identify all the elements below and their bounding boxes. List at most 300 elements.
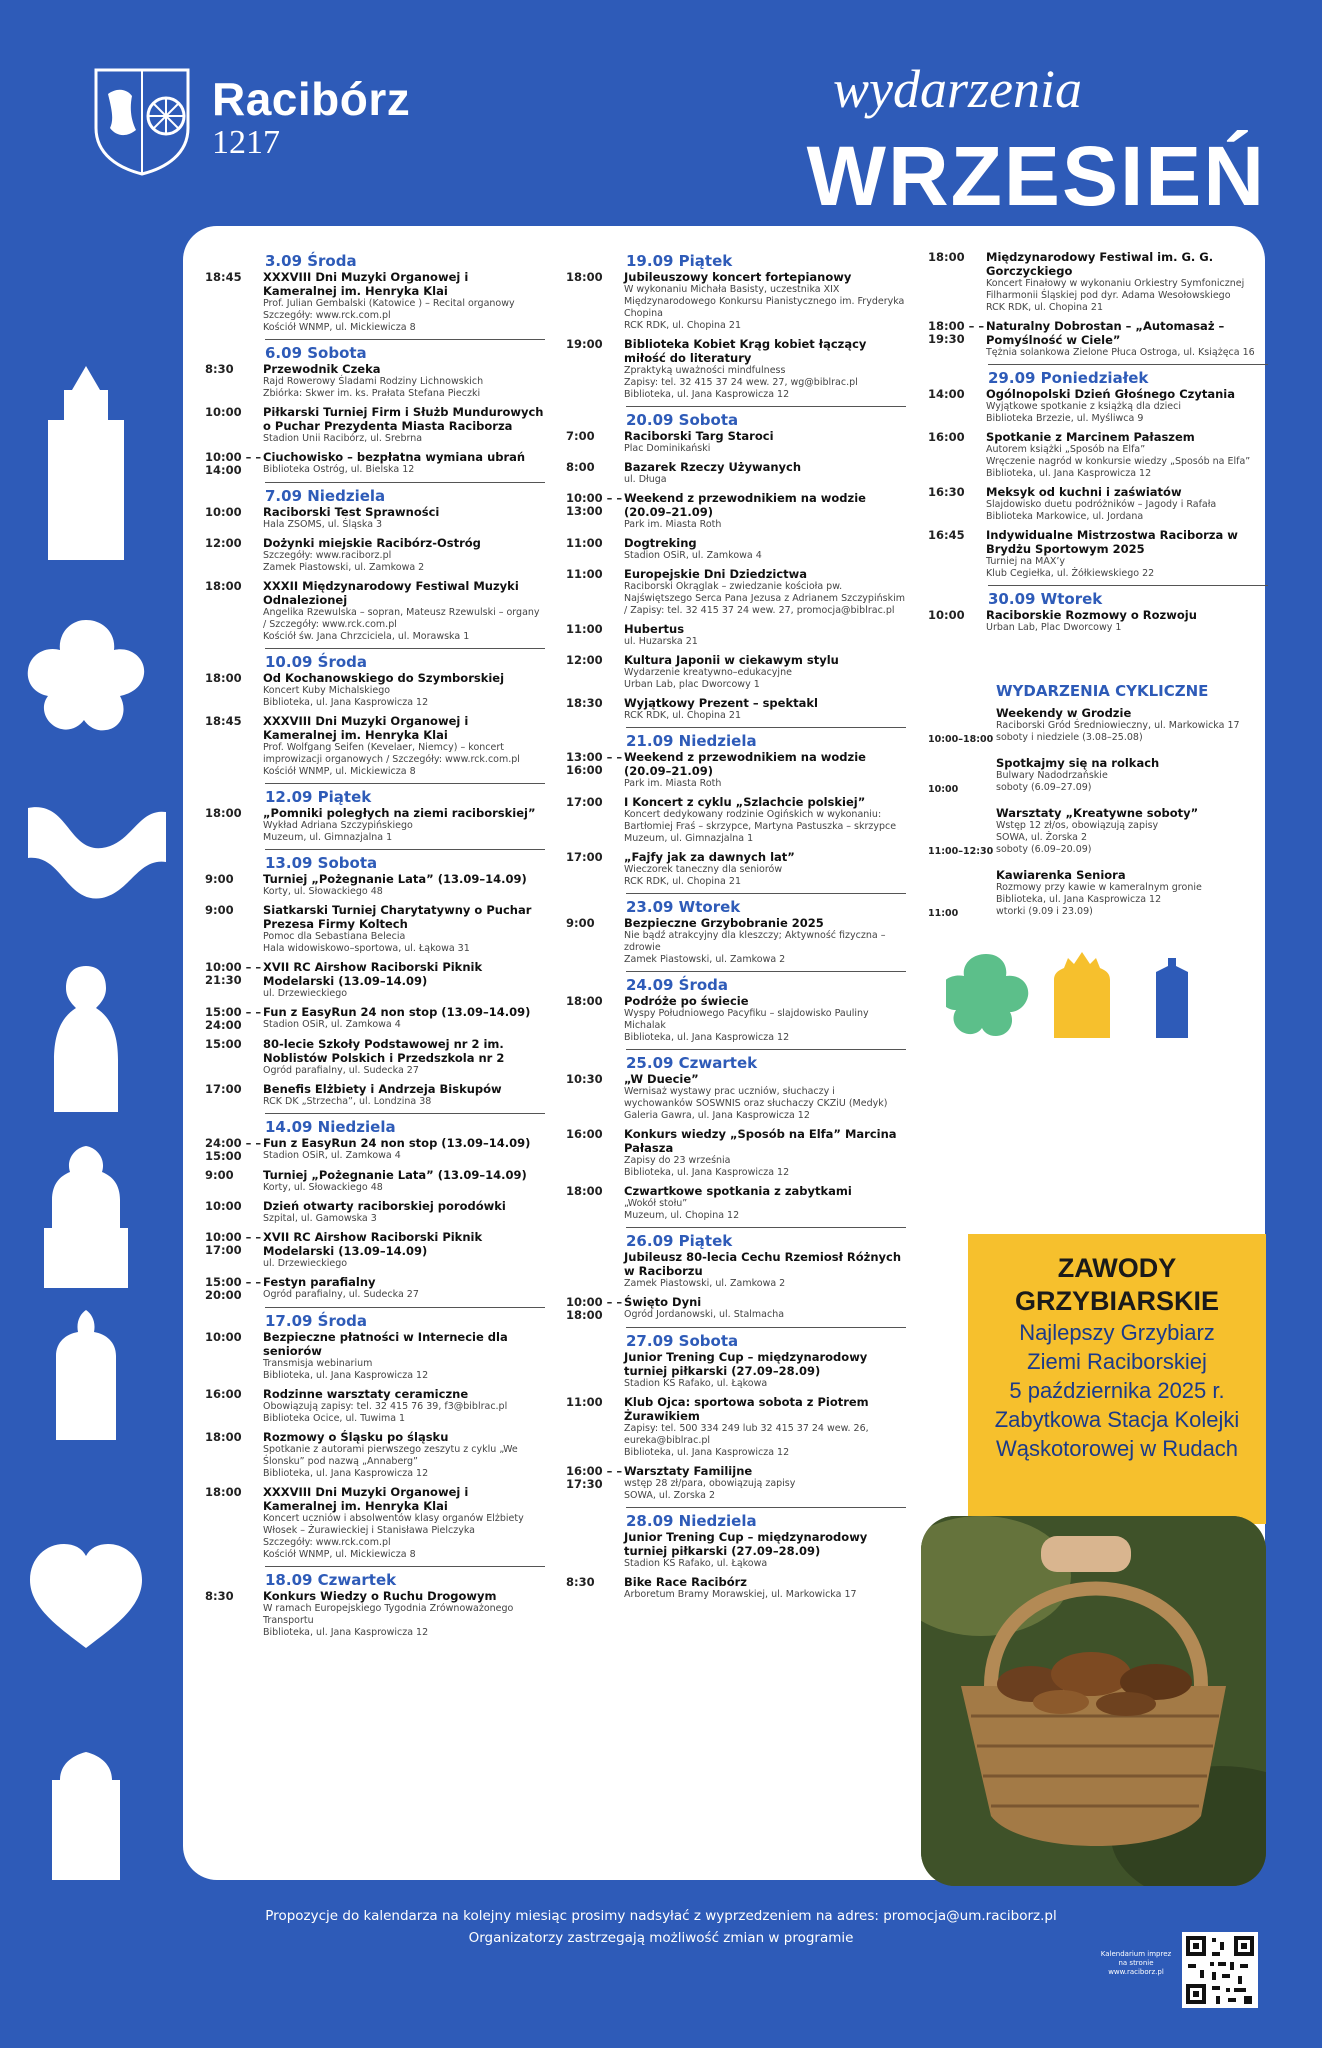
day-separator xyxy=(265,849,545,850)
event-name: Kultura Japonii w ciekawym stylu xyxy=(624,653,839,667)
event-time: 9:00 xyxy=(205,903,234,917)
event-time: 11:00 xyxy=(566,1395,603,1409)
event-row xyxy=(566,622,906,648)
event-body xyxy=(263,362,545,400)
event-name: Raciborskie Rozmowy o Rozwoju xyxy=(986,608,1197,622)
event-row xyxy=(205,1168,545,1194)
event-time: 18:45 xyxy=(205,270,242,284)
event-name: Jubileuszowy koncert fortepianowy xyxy=(624,270,852,284)
event-time: 16:00 xyxy=(566,1127,603,1141)
event-name: Klub Ojca: sportowa sobota z Piotrem Żurawikiem xyxy=(624,1395,869,1423)
event-row xyxy=(205,1330,545,1382)
event-row xyxy=(566,1575,906,1601)
event-time: 16:00 xyxy=(928,430,965,444)
event-name: Międzynarodowy Festiwal im. G. G. Gorczyckiego xyxy=(986,250,1214,278)
event-name: Dożynki miejskie Racibórz-Ostróg xyxy=(263,536,481,550)
event-name: Jubileusz 80-lecia Cechu Rzemiosł Różnych w Raciborzu xyxy=(624,1250,902,1278)
day-heading: 12.09 Piątek xyxy=(265,788,372,806)
event-row xyxy=(566,536,906,562)
event-row xyxy=(205,1199,545,1225)
event-body xyxy=(986,485,1268,523)
cyclic-event-place: Bulwary Nadodrzańskie xyxy=(996,770,1108,781)
event-time: 12:00 xyxy=(205,536,242,550)
day-heading: 18.09 Czwartek xyxy=(265,1571,397,1589)
event-body xyxy=(263,671,545,709)
event-body xyxy=(624,1575,906,1601)
event-body xyxy=(624,429,906,455)
day-separator xyxy=(626,406,906,407)
day-separator xyxy=(626,971,906,972)
event-name: Konkurs wiedzy „Sposób na Elfa” Marcina Pałasza xyxy=(624,1127,897,1155)
event-time: 15:00 xyxy=(205,1037,242,1051)
event-time: 13:00 – – 16:00 xyxy=(566,750,623,777)
event-name: Weekend z przewodnikiem na wodzie (20.09–21.09) xyxy=(624,491,866,519)
event-name: Junior Trening Cup – międzynarodowy turniej piłkarski (27.09–28.09) xyxy=(624,1530,868,1558)
event-details: Pomoc dla Sebastiana Belecia Hala widowiskowo–sportowa, ul. Łąkowa 31 xyxy=(263,931,470,954)
event-details: Wernisaż wystawy prac uczniów, słuchaczy i wychowanków SOSWNIS oraz słuchaczy CKZiU (Medyk) Galeria Gawra, ul. Jana Kasprowicza 12 xyxy=(624,1086,888,1121)
day-separator xyxy=(265,339,545,340)
event-row xyxy=(566,850,906,888)
event-details: Arboretum Bramy Morawskiej, ul. Markowicka 17 xyxy=(624,1589,857,1600)
event-time: 16:30 xyxy=(928,485,965,499)
event-row xyxy=(205,1275,545,1302)
event-details: Koncert dedykowany rodzinie Ogińskich w wykonaniu: Bartłomiej Fraś – skrzypce, Martyna Pastuszka – skrzypce Muzeum, ul. Gimnazjalna 1 xyxy=(624,809,897,844)
event-name: Festyn parafialny xyxy=(263,1275,376,1289)
event-details: Biblioteka Ostróg, ul. Bielska 12 xyxy=(263,464,415,475)
event-row xyxy=(566,270,906,332)
event-body xyxy=(263,536,545,574)
event-time: 15:00 – – 24:00 xyxy=(205,1005,262,1032)
event-row xyxy=(928,485,1268,523)
event-time: 8:30 xyxy=(205,362,234,376)
day-heading: 26.09 Piątek xyxy=(626,1232,733,1250)
event-name: Fun z EasyRun 24 non stop (13.09–14.09) xyxy=(263,1136,531,1150)
event-name: Weekend z przewodnikiem na wodzie (20.09–21.09) xyxy=(624,750,866,778)
cyclic-events xyxy=(928,682,1268,920)
event-time: 18:00 xyxy=(566,270,603,284)
day-separator xyxy=(626,1507,906,1508)
promo-title-line-2: GRZYBIARSKIE xyxy=(1014,1286,1220,1316)
event-name: Siatkarski Turniej Charytatywny o Puchar Prezesa Firmy Koltech xyxy=(263,903,532,931)
event-time: 18:45 xyxy=(205,714,242,728)
event-time xyxy=(566,1350,624,1390)
city-founding-year: 1217 xyxy=(212,124,280,161)
event-body xyxy=(624,1072,906,1122)
event-row xyxy=(205,1136,545,1163)
event-row xyxy=(205,1589,545,1639)
event-time: 9:00 xyxy=(205,1168,234,1182)
event-name: „W Duecie” xyxy=(624,1072,699,1086)
event-details: ul. Drzewieckiego xyxy=(263,988,348,999)
event-row xyxy=(205,903,545,955)
event-body xyxy=(624,622,906,648)
event-name: Rozmowy o Śląsku po śląsku xyxy=(263,1430,449,1444)
event-row xyxy=(566,1250,906,1290)
event-row xyxy=(205,270,545,334)
event-details: Urban Lab, Plac Dworcowy 1 xyxy=(986,622,1122,633)
cyclic-event-time: 10:00–18:00 xyxy=(928,734,994,745)
event-details: Nie bądź atrakcyjny dla kleszczy; Aktywność fizyczna – zdrowie Zamek Piastowski, ul. Zamkowa 2 xyxy=(624,930,886,965)
event-details: Ogród parafialny, ul. Sudecka 27 xyxy=(263,1065,419,1076)
event-body xyxy=(263,1387,545,1425)
day-heading: 13.09 Sobota xyxy=(265,854,378,872)
event-details: Stadion KS Rafako, ul. Łąkowa xyxy=(624,1558,768,1569)
event-name: Indywidualne Mistrzostwa Raciborza w Brydżu Sportowym 2025 xyxy=(986,528,1238,556)
cyclic-event-place: Wstęp 12 zł/os, obowiązują zapisy SOWA, ul. Żorska 2 xyxy=(996,820,1159,843)
event-row xyxy=(928,387,1268,425)
event-body xyxy=(263,1485,545,1561)
event-details: Prof. Julian Gembalski (Katowice ) – Recital organowy Szczegóły: www.rck.com.pl Kościół WNMP, ul. Mickiewicza 8 xyxy=(263,298,515,333)
event-time: 10:00 – – 14:00 xyxy=(205,450,262,477)
event-body xyxy=(624,1295,906,1322)
event-body xyxy=(263,270,545,334)
event-time: 18:00 xyxy=(928,250,965,264)
event-name: 80-lecie Szkoły Podstawowej nr 2 im. Noblistów Polskich i Przedszkola nr 2 xyxy=(263,1037,505,1065)
event-details: Stadion OSiR, ul. Zamkowa 4 xyxy=(263,1019,401,1030)
event-name: XVII RC Airshow Raciborski Piknik Modelarski (13.09–14.09) xyxy=(263,1230,483,1258)
event-time: 8:30 xyxy=(566,1575,595,1589)
event-row xyxy=(205,1082,545,1108)
event-row xyxy=(566,460,906,486)
event-name: „Pomniki poległych na ziemi raciborskiej” xyxy=(263,806,536,820)
cyclic-event-place: Rozmowy przy kawie w kameralnym gronie Biblioteka, ul. Jana Kasprowicza 12 xyxy=(996,882,1202,905)
event-body xyxy=(263,960,545,1000)
event-body xyxy=(263,1168,545,1194)
event-time xyxy=(566,1530,624,1570)
event-time: 17:00 xyxy=(205,1082,242,1096)
event-name: Rodzinne warsztaty ceramiczne xyxy=(263,1387,469,1401)
cyclic-event-schedule: soboty i niedziele (3.08–25.08) xyxy=(996,732,1143,743)
event-row xyxy=(566,1350,906,1390)
event-details: Wieczorek taneczny dla seniorów RCK RDK, ul. Chopina 21 xyxy=(624,864,783,887)
event-body xyxy=(263,1005,545,1032)
cyclic-event-schedule: soboty (6.09–20.09) xyxy=(996,844,1092,855)
event-body xyxy=(624,1395,906,1459)
event-time: 18:00 xyxy=(205,671,242,685)
event-details: ul. Drzewieckiego xyxy=(263,1258,348,1269)
event-row xyxy=(566,916,906,966)
event-time: 17:00 xyxy=(566,795,603,809)
event-body xyxy=(624,1464,906,1502)
day-heading: 17.09 Środa xyxy=(265,1312,368,1330)
event-name: Junior Trening Cup – międzynarodowy turniej piłkarski (27.09–28.09) xyxy=(624,1350,868,1378)
event-body xyxy=(986,430,1268,480)
mushroom-contest-promo xyxy=(968,1234,1266,1524)
event-row xyxy=(566,750,906,790)
event-row xyxy=(205,1485,545,1561)
event-row xyxy=(566,1395,906,1459)
footer-disclaimer: Organizatorzy zastrzegają możliwość zmian w programie xyxy=(468,1930,854,1946)
cyclic-event-row xyxy=(928,844,1268,858)
event-row xyxy=(205,1387,545,1425)
event-body xyxy=(624,750,906,790)
day-heading: 24.09 Środa xyxy=(626,976,729,994)
event-time: 11:00 xyxy=(566,536,603,550)
cyclic-event-schedule: soboty (6.09–27.09) xyxy=(996,782,1092,793)
event-time: 8:30 xyxy=(205,1589,234,1603)
event-body xyxy=(624,1530,906,1570)
day-heading: 14.09 Niedziela xyxy=(265,1118,396,1136)
event-time: 17:00 xyxy=(566,850,603,864)
event-name: Benefis Elżbiety i Andrzeja Biskupów xyxy=(263,1082,502,1096)
event-name: Raciborski Targ Staroci xyxy=(624,429,774,443)
event-time: 10:00 – – 21:30 xyxy=(205,960,262,987)
cyclic-event-time: 11:00–12:30 xyxy=(928,846,994,857)
day-separator xyxy=(265,1566,545,1567)
event-name: XVII RC Airshow Raciborski Piknik Modelarski (13.09–14.09) xyxy=(263,960,483,988)
event-body xyxy=(624,491,906,531)
event-details: Wykład Adriana Szczypińskiego Muzeum, ul. Gimnazjalna 1 xyxy=(263,820,413,843)
event-row xyxy=(928,319,1268,359)
event-name: Konkurs Wiedzy o Ruchu Drogowym xyxy=(263,1589,497,1603)
promo-line-1: Najlepszy Grzybiarz xyxy=(1019,1320,1215,1345)
event-row xyxy=(205,872,545,898)
event-details: Szczegóły: www.raciborz.pl Zamek Piastowski, ul. Zamkowa 2 xyxy=(263,550,425,573)
event-row xyxy=(205,579,545,643)
event-name: Ciuchowisko – bezpłatna wymiana ubrań xyxy=(263,450,526,464)
event-time: 10:00 xyxy=(205,1199,242,1213)
event-details: Prof. Wolfgang Seifen (Kevelaer, Niemcy) – koncert improwizacji organowych / Szczegóły: www.rck.com.pl Kościół WNMP, ul. Mickiewicza 8 xyxy=(263,742,520,777)
event-time: 18:00 – – 19:30 xyxy=(928,319,985,346)
event-name: Biblioteka Kobiet Krąg kobiet łączący miłość do literatury xyxy=(624,337,867,365)
event-row xyxy=(566,1295,906,1322)
event-name: XXXVIII Dni Muzyki Organowej i Kameralnej im. Henryka Klai xyxy=(263,714,469,742)
event-time: 10:00 xyxy=(928,608,965,622)
event-details: Rajd Rowerowy Śladami Rodziny Lichnowskich Zbiórka: Skwer im. ks. Prałata Stefana Pieczki xyxy=(263,376,484,399)
event-body xyxy=(624,1250,906,1290)
event-row xyxy=(566,1530,906,1570)
event-details: wstęp 28 zł/para, obowiązują zapisy SOWA, ul. Zorska 2 xyxy=(624,1478,796,1501)
event-details: Koncert Kuby Michalskiego Biblioteka, ul. Jana Kasprowicza 12 xyxy=(263,685,429,708)
event-name: Od Kochanowskiego do Szymborskiej xyxy=(263,671,505,685)
day-separator xyxy=(988,364,1268,365)
event-row xyxy=(205,1005,545,1032)
event-details: Ogród parafialny, ul. Sudecka 27 xyxy=(263,1289,419,1300)
day-heading: 28.09 Niedziela xyxy=(626,1512,757,1530)
event-row xyxy=(928,250,1268,314)
events-column-2 xyxy=(566,250,906,1606)
cyclic-event-schedule: wtorki (9.09 i 23.09) xyxy=(996,906,1093,917)
event-name: Turniej „Pożegnanie Lata” (13.09–14.09) xyxy=(263,1168,527,1182)
event-row xyxy=(205,671,545,709)
cyclic-events-heading: WYDARZENIA CYKLICZNE xyxy=(996,682,1209,700)
event-body xyxy=(624,460,906,486)
event-body xyxy=(986,528,1268,580)
event-time: 19:00 xyxy=(566,337,603,351)
event-time: 10:00 – – 18:00 xyxy=(566,1295,623,1322)
promo-line-2: Ziemi Raciborskiej xyxy=(1027,1349,1207,1374)
events-column-1 xyxy=(205,250,545,1644)
event-details: Park im. Miasta Roth xyxy=(624,778,722,789)
event-details: ul. Huzarska 21 xyxy=(624,636,698,647)
event-details: „Wokół stołu” Muzeum, ul. Chopina 12 xyxy=(624,1198,740,1221)
event-body xyxy=(263,1037,545,1077)
event-name: Fun z EasyRun 24 non stop (13.09–14.09) xyxy=(263,1005,531,1019)
event-details: Raciborski Okrąglak – zwiedzanie kościoła pw. Najświętszego Serca Pana Jezusa z Adrianem Szczypińskim / Zapisy: tel. 32 415 37 24 wew. 27, promocja@biblrac.pl xyxy=(624,581,905,616)
event-time: 16:00 xyxy=(205,1387,242,1401)
event-row xyxy=(566,567,906,617)
day-separator xyxy=(265,1307,545,1308)
event-details: Transmisja webinarium Biblioteka, ul. Jana Kasprowicza 12 xyxy=(263,1358,429,1381)
event-name: I Koncert z cyklu „Szlachcie polskiej” xyxy=(624,795,866,809)
event-time: 15:00 – – 20:00 xyxy=(205,1275,262,1302)
event-time: 10:00 xyxy=(205,505,242,519)
event-row xyxy=(566,337,906,401)
event-details: Obowiązują zapisy: tel. 32 415 76 39, f3@biblrac.pl Biblioteka Ocice, ul. Tuwima 1 xyxy=(263,1401,508,1424)
event-row xyxy=(566,994,906,1044)
event-details: Ogród Jordanowski, ul. Stalmacha xyxy=(624,1309,785,1320)
event-time: 10:00 xyxy=(205,405,242,419)
event-body xyxy=(624,1127,906,1179)
mushroom-basket-photo xyxy=(921,1516,1266,1886)
event-body xyxy=(263,579,545,643)
event-time: 7:00 xyxy=(566,429,595,443)
header-kicker: wydarzenia xyxy=(833,59,1082,119)
promo-date: 5 października 2025 r. xyxy=(1009,1378,1225,1403)
event-body xyxy=(986,387,1268,425)
event-time: 8:00 xyxy=(566,460,595,474)
event-time: 11:00 xyxy=(566,567,603,581)
event-body xyxy=(263,505,545,531)
event-time xyxy=(566,1250,624,1290)
event-body xyxy=(624,850,906,888)
event-time: 10:00 xyxy=(205,1330,242,1344)
event-details: Korty, ul. Słowackiego 48 xyxy=(263,1182,383,1193)
event-time: 18:00 xyxy=(566,1184,603,1198)
day-separator xyxy=(626,1227,906,1228)
event-body xyxy=(263,1330,545,1382)
event-name: Przewodnik Czeka xyxy=(263,362,381,376)
event-row xyxy=(566,653,906,691)
day-heading: 23.09 Wtorek xyxy=(626,898,741,916)
event-details: Zpraktyką uważności mindfulness Zapisy: tel. 32 415 37 24 wew. 27, wg@biblrac.pl Biblioteka, ul. Jana Kasprowicza 12 xyxy=(624,365,858,400)
day-separator xyxy=(626,1327,906,1328)
day-heading: 29.09 Poniedziałek xyxy=(988,369,1149,387)
event-details: Spotkanie z autorami pierwszego zeszytu z cyklu „We Ślonsku” pod nazwą „Annaberg” Biblioteka, ul. Jana Kasprowicza 12 xyxy=(263,1444,518,1479)
event-name: Bike Race Racibórz xyxy=(624,1575,747,1589)
event-details: Koncert uczniów i absolwentów klasy organów Elżbiety Włosek – Żurawieckiej i Stanisława Pielczyka Szczegóły: www.rck.com.pl Kościół WNMP, ul. Mickiewicza 8 xyxy=(263,1513,524,1560)
event-time: 9:00 xyxy=(566,916,595,930)
event-details: RCK DK „Strzecha”, ul. Londzina 38 xyxy=(263,1096,432,1107)
event-row xyxy=(205,1230,545,1270)
event-body xyxy=(263,1136,545,1163)
day-heading: 27.09 Sobota xyxy=(626,1332,739,1350)
day-heading: 20.09 Sobota xyxy=(626,411,739,429)
event-time: 9:00 xyxy=(205,872,234,886)
footer-submission-note: Propozycje do kalendarza na kolejny miesiąc prosimy nadsyłać z wyprzedzeniem na adres: promocja@um.raciborz.pl xyxy=(265,1908,1057,1924)
event-details: Wyjątkowe spotkanie z książką dla dzieci Biblioteka Brzezie, ul. Myśliwca 9 xyxy=(986,401,1181,424)
event-time: 14:00 xyxy=(928,387,965,401)
event-body xyxy=(624,270,906,332)
event-body xyxy=(986,608,1268,634)
event-details: Tężnia solankowa Zielone Płuca Ostroga, ul. Książęca 16 xyxy=(986,347,1255,358)
event-time: 11:00 xyxy=(566,622,603,636)
event-name: XXXVIII Dni Muzyki Organowej i Kameralnej im. Henryka Klai xyxy=(263,270,469,298)
event-details: Stadion KS Rafako, ul. Łąkowa xyxy=(624,1378,768,1389)
event-row xyxy=(205,806,545,844)
cyclic-event-time: 11:00 xyxy=(928,908,959,919)
event-time: 16:00 – – 17:30 xyxy=(566,1464,623,1491)
event-details: Turniej na MAX’y Klub Cegiełka, ul. Żółkiewskiego 22 xyxy=(986,556,1155,579)
day-separator xyxy=(265,482,545,483)
event-row xyxy=(566,1072,906,1122)
event-row xyxy=(566,429,906,455)
event-body xyxy=(986,319,1268,359)
event-row xyxy=(566,1127,906,1179)
day-separator xyxy=(626,1049,906,1050)
event-row xyxy=(928,528,1268,580)
day-separator xyxy=(265,648,545,649)
event-name: Bezpieczne płatności w Internecie dla seniorów xyxy=(263,1330,508,1358)
event-details: Angelika Rzewulska – sopran, Mateusz Rzewulski – organy / Szczegóły: www.rck.com.pl Kościół św. Jana Chrzciciela, ul. Morawska 1 xyxy=(263,607,540,642)
event-body xyxy=(263,1230,545,1270)
event-details: Wydarzenie kreatywno–edukacyjne Urban Lab, plac Dworcowy 1 xyxy=(624,667,792,690)
promo-title-line-1: ZAWODY xyxy=(1057,1253,1177,1283)
event-body xyxy=(624,653,906,691)
event-time: 10:30 xyxy=(566,1072,603,1086)
day-heading: 19.09 Piątek xyxy=(626,252,733,270)
event-time: 16:45 xyxy=(928,528,965,542)
event-details: Koncert Finałowy w wykonaniu Orkiestry Symfonicznej Filharmonii Śląskiej pod dyr. Adama Wesołowskiego RCK RDK, ul. Chopina 21 xyxy=(986,278,1245,313)
cyclic-event-row xyxy=(928,906,1268,920)
cyclic-event-name: Spotkajmy się na rolkach xyxy=(996,756,1160,770)
event-row xyxy=(205,362,545,400)
event-name: XXXII Międzynarodowy Festiwal Muzyki Odnalezionej xyxy=(263,579,519,607)
event-details: Hala ZSOMS, ul. Śląska 3 xyxy=(263,519,383,530)
event-name: Meksyk od kuchni i zaświatów xyxy=(986,485,1182,499)
event-details: Stadion OSiR, ul. Zamkowa 4 xyxy=(624,550,762,561)
decorative-silhouettes xyxy=(0,0,190,1900)
cyclic-event-name: Kawiarenka Seniora xyxy=(996,868,1126,882)
qr-code-label: Kalendarium imprez na stronie www.raciborz.pl xyxy=(1100,1950,1172,1976)
event-body xyxy=(624,994,906,1044)
event-time: 18:00 xyxy=(566,994,603,1008)
day-heading: 10.09 Środa xyxy=(265,653,368,671)
event-name: Dogtreking xyxy=(624,536,697,550)
event-name: Podróże po świecie xyxy=(624,994,749,1008)
event-body xyxy=(624,1350,906,1390)
day-separator xyxy=(265,783,545,784)
event-details: Autorem książki „Sposób na Elfa” Wręczenie nagród w konkursie wiedzy „Sposób na Elfa” Biblioteka, ul. Jana Kasprowicza 12 xyxy=(986,444,1251,479)
event-details: ul. Długa xyxy=(624,474,667,485)
event-details: Slajdowisko duetu podróżników – Jagody i Rafała Biblioteka Markowice, ul. Jordana xyxy=(986,499,1217,522)
event-body xyxy=(263,1275,545,1302)
event-row xyxy=(205,450,545,477)
event-time: 18:00 xyxy=(205,806,242,820)
event-name: Wyjątkowy Prezent – spektakl xyxy=(624,696,818,710)
day-heading: 21.09 Niedziela xyxy=(626,732,757,750)
event-row xyxy=(205,1430,545,1480)
event-row xyxy=(566,1464,906,1502)
day-separator xyxy=(265,1113,545,1114)
event-name: Dzień otwarty raciborskiej porodówki xyxy=(263,1199,506,1213)
event-name: Ogólnopolski Dzień Głośnego Czytania xyxy=(986,387,1235,401)
event-name: Piłkarski Turniej Firm i Służb Mundurowych o Puchar Prezydenta Miasta Raciborza xyxy=(263,405,544,433)
event-details: Korty, ul. Słowackiego 48 xyxy=(263,886,383,897)
event-row xyxy=(928,608,1268,634)
event-body xyxy=(624,795,906,845)
event-body xyxy=(624,337,906,401)
event-name: Naturalny Dobrostan – „Automasaż – Pomyślność w Ciele” xyxy=(986,319,1225,347)
event-details: Plac Dominikański xyxy=(624,443,711,454)
event-time: 18:00 xyxy=(205,579,242,593)
event-name: Spotkanie z Marcinem Pałaszem xyxy=(986,430,1195,444)
event-name: Turniej „Pożegnanie Lata” (13.09–14.09) xyxy=(263,872,527,886)
event-time: 12:00 xyxy=(566,653,603,667)
event-details: W ramach Europejskiego Tygodnia Zrównoważonego Transportu Biblioteka, ul. Jana Kasprowicza 12 xyxy=(263,1603,514,1638)
qr-code-icon[interactable] xyxy=(1182,1932,1258,2008)
cyclic-event-row xyxy=(928,732,1268,746)
